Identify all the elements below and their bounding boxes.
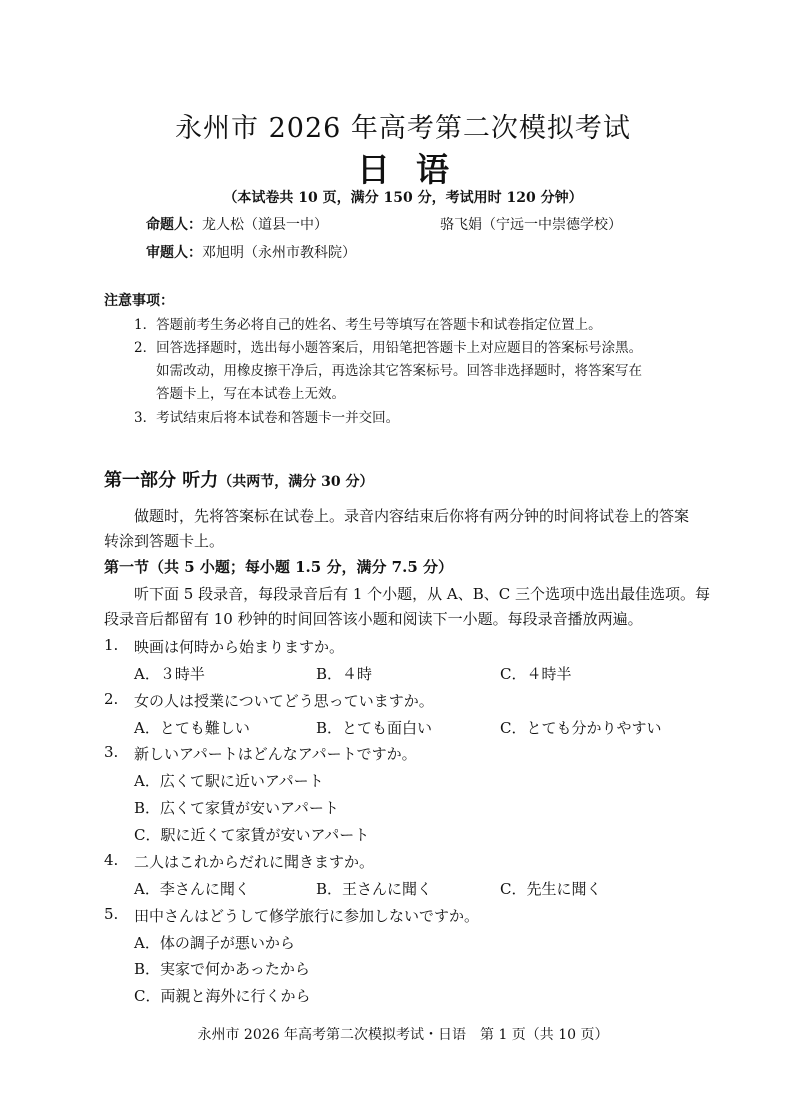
section1-note: （共 5 小题；每小题 1.5 分，满分 7.5 分）	[149, 558, 453, 576]
question-1-option-b: B．４時	[316, 665, 373, 683]
question-4-option-a: A．李さんに聞く	[134, 880, 250, 898]
part1-note: （共两节，满分 30 分）	[218, 474, 374, 490]
reviewer-line	[146, 242, 356, 262]
question-1-option-c: C．４時半	[500, 665, 572, 683]
author-label: 命题人：	[146, 217, 202, 233]
exam-info: （本试卷共 10 页，满分 150 分，考试用时 120 分钟）	[223, 190, 583, 206]
question-4-number: 4.	[104, 851, 119, 869]
author-1: 龙人松（道县一中）	[202, 217, 328, 233]
question-2-number: 2.	[104, 690, 119, 708]
question-4-option-c: C．先生に聞く	[500, 880, 602, 898]
question-5-text: 田中さんはどうして修学旅行に参加しないですか。	[134, 907, 480, 925]
part1-instruction-1: 做题时，先将答案标在试卷上。录音内容结束后你将有两分钟的时间将试卷上的答案	[134, 507, 690, 525]
question-3-option-b: B．広くて家賃が安いアパート	[134, 799, 339, 817]
question-5-number: 5.	[104, 905, 119, 923]
question-2-option-a: A．とても難しい	[134, 719, 250, 737]
note-item-1: 1．答题前考生务必将自己的姓名、考生号等填写在答题卡和试卷指定位置上。	[134, 317, 602, 333]
section1-title: 第一节	[104, 558, 150, 576]
note-item-2c: 答题卡上，写在本试卷上无效。	[156, 386, 345, 402]
question-5-option-b: B．実家で何かあったから	[134, 960, 310, 978]
part1-heading	[104, 466, 374, 492]
question-1-text: 映画は何時から始まりますか。	[134, 638, 345, 656]
part1-title: 第一部分 听力	[104, 470, 219, 491]
question-2-option-b: B．とても面白い	[316, 719, 433, 737]
question-3-text: 新しいアパートはどんなアパートですか。	[134, 745, 417, 763]
note-item-3: 3．考试结束后将本试卷和答题卡一并交回。	[134, 410, 400, 426]
exam-title: 永州市 2026 年高考第二次模拟考试	[175, 113, 631, 144]
question-5-option-c: C．両親と海外に行くから	[134, 987, 311, 1005]
question-4-text: 二人はこれからだれに聞きますか。	[134, 853, 375, 871]
question-3-number: 3.	[104, 743, 119, 761]
page-footer: 永州市 2026 年高考第二次模拟考试・日语 第 1 页（共 10 页）	[197, 1027, 609, 1043]
author-line	[146, 214, 328, 234]
question-5-option-a: A．体の調子が悪いから	[134, 934, 295, 952]
note-item-2a: 2．回答选择题时，选出每小题答案后，用铅笔把答题卡上对应题目的答案标号涂黑。	[134, 340, 643, 356]
author-2: 骆飞娟（宁远一中崇德学校）	[440, 217, 622, 233]
reviewer: 邓旭明（永州市教科院）	[202, 245, 356, 261]
reviewer-label: 审题人：	[146, 245, 202, 261]
subject-title: 日语	[357, 150, 475, 189]
question-2-text: 女の人は授業についてどう思っていますか。	[134, 692, 434, 710]
section1-instruction-1: 听下面 5 段录音，每段录音后有 1 个小题，从 A、B、C 三个选项中选出最佳选项。每	[134, 585, 711, 603]
part1-instruction-2: 转涂到答题卡上。	[104, 532, 225, 550]
section1-heading	[104, 556, 453, 577]
section1-instruction-2: 段录音后都留有 10 秒钟的时间回答该小题和阅读下一小题。每段录音播放两遍。	[104, 610, 643, 628]
question-4-option-b: B．王さんに聞く	[316, 880, 433, 898]
question-3-option-c: C．駅に近くて家賃が安いアパート	[134, 826, 370, 844]
notes-heading: 注意事项：	[104, 293, 174, 309]
note-item-2b: 如需改动，用橡皮擦干净后，再选涂其它答案标号。回答非选择题时，将答案写在	[156, 363, 642, 379]
question-1-option-a: A．３時半	[134, 665, 205, 683]
question-3-option-a: A．広くて駅に近いアパート	[134, 772, 324, 790]
question-2-option-c: C．とても分かりやすい	[500, 719, 662, 737]
question-1-number: 1.	[104, 636, 119, 654]
